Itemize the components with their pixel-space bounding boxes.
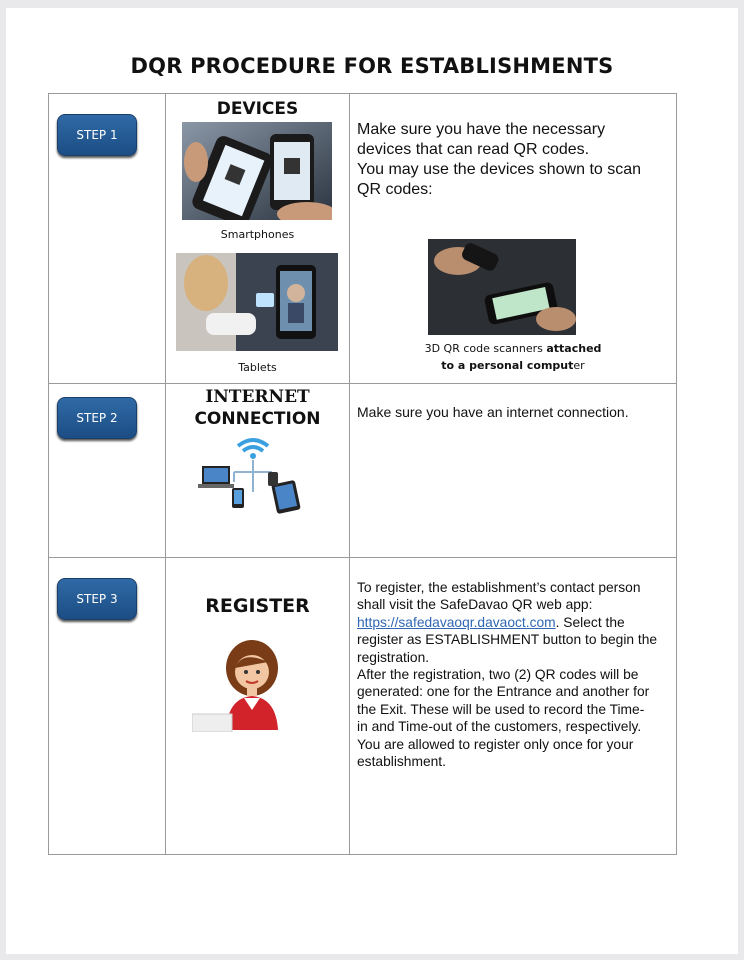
caption-line-1 <box>350 340 676 357</box>
internet-description: Make sure you have an internet connection. <box>357 404 629 420</box>
step-cell <box>49 558 166 855</box>
internet-cell <box>166 384 350 558</box>
qr-scanner-caption <box>350 340 676 374</box>
description-line: QR codes: <box>357 181 433 198</box>
register-description <box>357 579 657 770</box>
qr-scanner-photo <box>428 239 576 335</box>
smartphones-caption: Smartphones <box>220 228 295 241</box>
devices-cell <box>166 94 350 384</box>
caption-text: er <box>573 359 585 372</box>
step-3-button[interactable]: STEP 3 <box>57 578 137 620</box>
internet-heading-line-1: INTERNET <box>205 387 310 407</box>
description-line: You are allowed to register only once for your <box>357 736 634 752</box>
description-line: in and Time-out of the customers, respectively. <box>357 719 642 735</box>
tablets-caption: Tablets <box>238 361 277 374</box>
description-text: . Select the <box>555 614 625 630</box>
description-line: shall visit the SafeDavao QR web app: <box>357 597 593 613</box>
internet-heading <box>166 386 349 430</box>
description-line: To register, the establishment’s contact person <box>357 580 641 595</box>
description-line: devices that can read QR codes. <box>357 141 590 158</box>
register-heading: REGISTER <box>205 595 310 617</box>
description-line: register as ESTABLISHMENT button to begin the <box>357 632 658 648</box>
step-cell <box>49 384 166 558</box>
caption-bold-text: attached <box>546 342 602 355</box>
caption-line-2 <box>350 357 676 374</box>
network-illustration <box>194 432 312 516</box>
step-row-1 <box>49 94 677 384</box>
caption-text: 3D QR code scanners <box>424 342 547 355</box>
step-cell <box>49 94 166 384</box>
procedure-table <box>48 93 677 855</box>
description-line: registration. <box>357 649 430 665</box>
caption-bold-text: to a personal comput <box>441 359 574 372</box>
description-line: generated: one for the Entrance and another for <box>357 684 650 700</box>
register-description-cell <box>350 558 677 855</box>
wifi-icon <box>238 440 268 459</box>
internet-description-cell <box>350 384 677 558</box>
internet-heading-line-2: CONNECTION <box>194 409 321 429</box>
document-title: DQR PROCEDURE FOR ESTABLISHMENTS <box>130 54 614 78</box>
operator-illustration <box>192 638 288 732</box>
step-2-button[interactable]: STEP 2 <box>57 397 137 439</box>
description-line: the Exit. These will be used to record the Time- <box>357 701 645 717</box>
description-line <box>357 614 657 631</box>
step-row-3 <box>49 558 677 855</box>
step-1-button[interactable]: STEP 1 <box>57 114 137 156</box>
devices-description-cell <box>350 94 677 384</box>
tablets-photo <box>176 253 338 351</box>
safedavao-link[interactable]: https://safedavaoqr.davaoct.com <box>357 614 556 630</box>
description-line: You may use the devices shown to scan <box>357 161 642 178</box>
devices-description <box>357 120 641 200</box>
description-line: After the registration, two (2) QR codes will be <box>357 667 639 683</box>
description-line: Make sure you have the necessary <box>357 121 606 138</box>
description-line: establishment. <box>357 754 446 770</box>
smartphones-photo <box>182 122 332 220</box>
devices-heading: DEVICES <box>216 99 299 119</box>
step-row-2 <box>49 384 677 558</box>
register-cell <box>166 558 350 855</box>
